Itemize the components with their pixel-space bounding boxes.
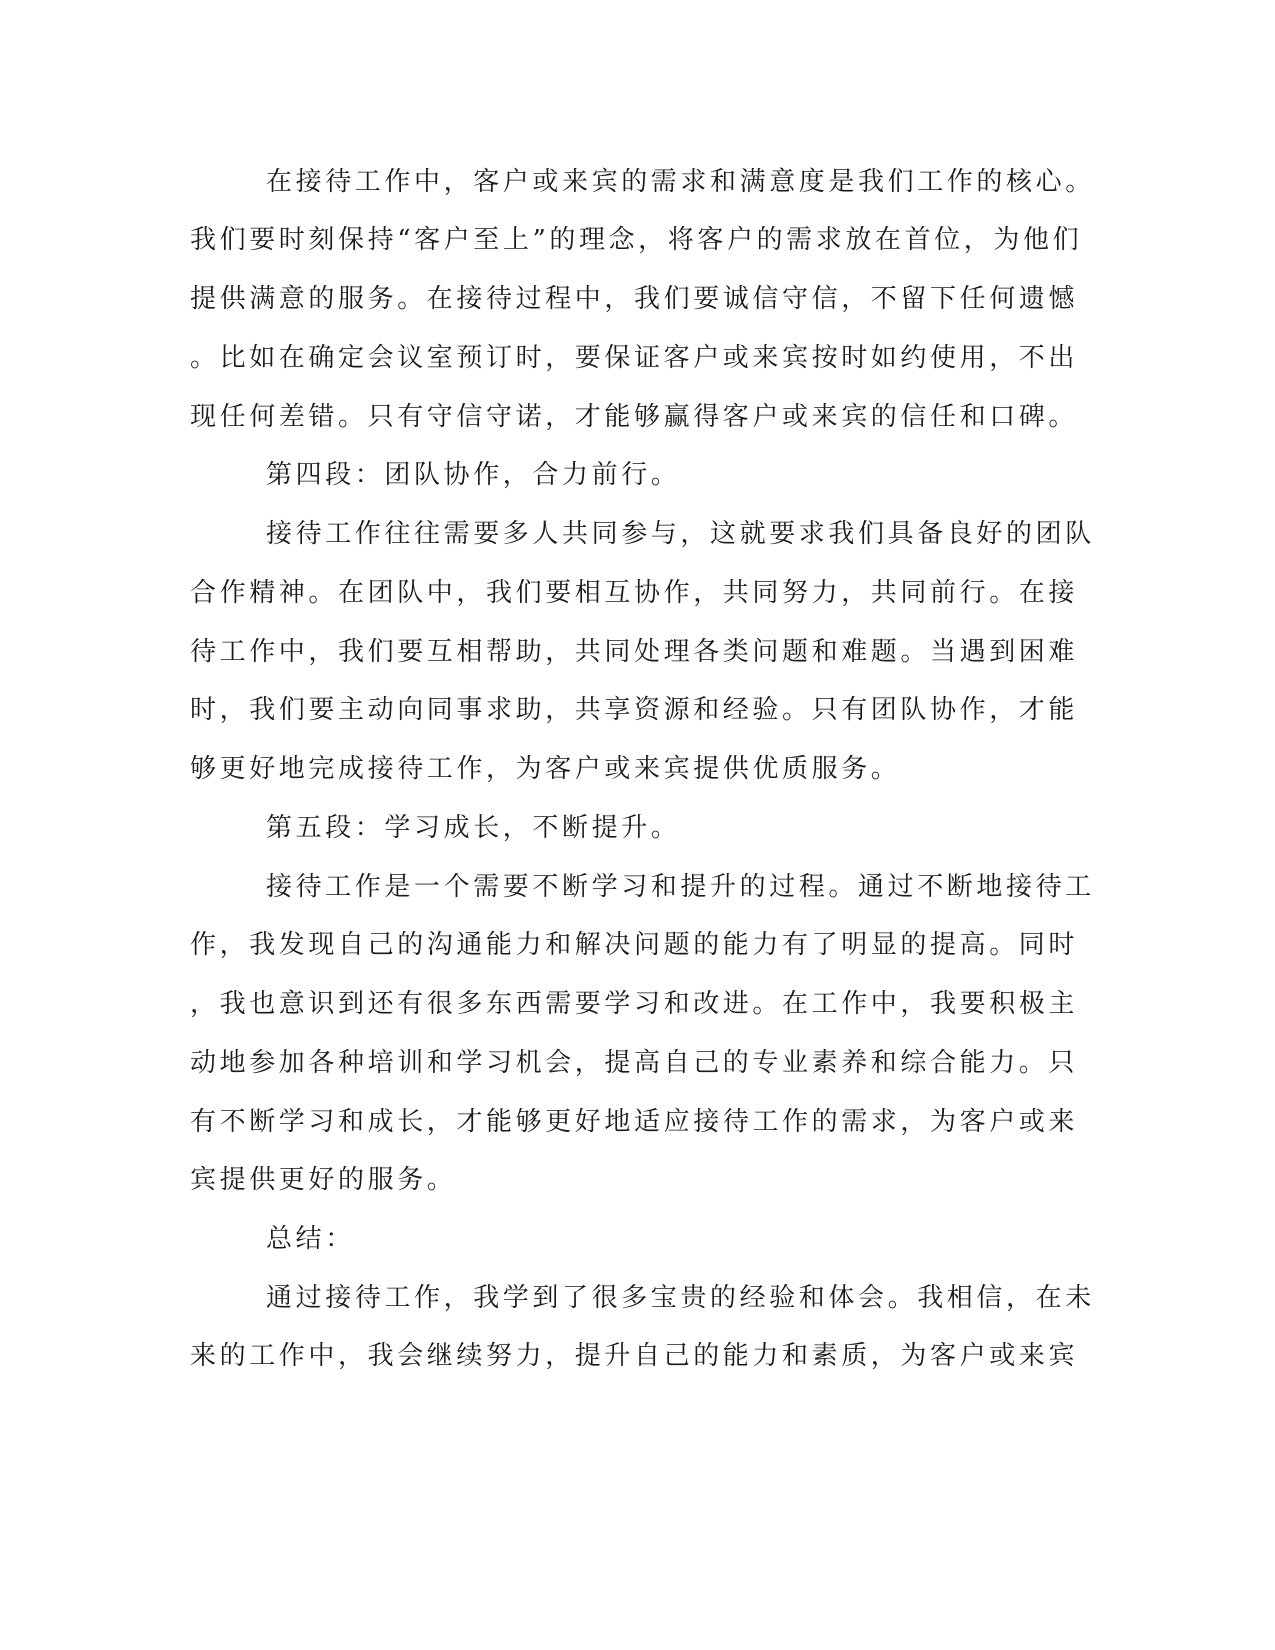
paragraph-3-line-1: 在接待工作中，客户或来宾的需求和满意度是我们工作的核心。: [266, 167, 1095, 197]
paragraph-5-line-6: 宾提供更好的服务。: [190, 1165, 457, 1195]
section-4-heading: 第四段：团队协作，合力前行。: [266, 460, 681, 490]
paragraph-5-line-1: 接待工作是一个需要不断学习和提升的过程。通过不断地接待工: [266, 872, 1095, 902]
paragraph-5-line-2: 作，我发现自己的沟通能力和解决问题的能力有了明显的提高。同时: [190, 930, 1079, 960]
paragraph-5-line-4: 动地参加各种培训和学习机会，提高自己的专业素养和综合能力。只: [190, 1048, 1079, 1078]
paragraph-5-line-3: ，我也意识到还有很多东西需要学习和改进。在工作中，我要积极主: [190, 989, 1079, 1019]
section-5-heading: 第五段：学习成长，不断提升。: [266, 813, 681, 843]
paragraph-4-line-5: 够更好地完成接待工作，为客户或来宾提供优质服务。: [190, 754, 901, 784]
paragraph-3-line-5: 现任何差错。只有守信守诺，才能够赢得客户或来宾的信任和口碑。: [190, 402, 1079, 432]
paragraph-3-line-2: 我们要时刻保持“客户至上”的理念，将客户的需求放在首位，为他们: [190, 225, 1083, 255]
paragraph-3-line-4: 。比如在确定会议室预订时，要保证客户或来宾按时如约使用，不出: [190, 343, 1079, 373]
paragraph-5-line-5: 有不断学习和成长，才能够更好地适应接待工作的需求，为客户或来: [190, 1107, 1079, 1137]
summary-line-2: 来的工作中，我会继续努力，提升自己的能力和素质，为客户或来宾: [190, 1341, 1079, 1371]
summary-line-1: 通过接待工作，我学到了很多宝贵的经验和体会。我相信，在未: [266, 1283, 1095, 1313]
paragraph-4-line-4: 时，我们要主动向同事求助，共享资源和经验。只有团队协作，才能: [190, 695, 1079, 725]
summary-heading: 总结：: [266, 1224, 355, 1254]
paragraph-4-line-3: 待工作中，我们要互相帮助，共同处理各类问题和难题。当遇到困难: [190, 637, 1079, 667]
paragraph-3-line-3: 提供满意的服务。在接待过程中，我们要诚信守信，不留下任何遗憾: [190, 284, 1079, 314]
paragraph-4-line-1: 接待工作往往需要多人共同参与，这就要求我们具备良好的团队: [266, 519, 1095, 549]
paragraph-4-line-2: 合作精神。在团队中，我们要相互协作，共同努力，共同前行。在接: [190, 578, 1079, 608]
